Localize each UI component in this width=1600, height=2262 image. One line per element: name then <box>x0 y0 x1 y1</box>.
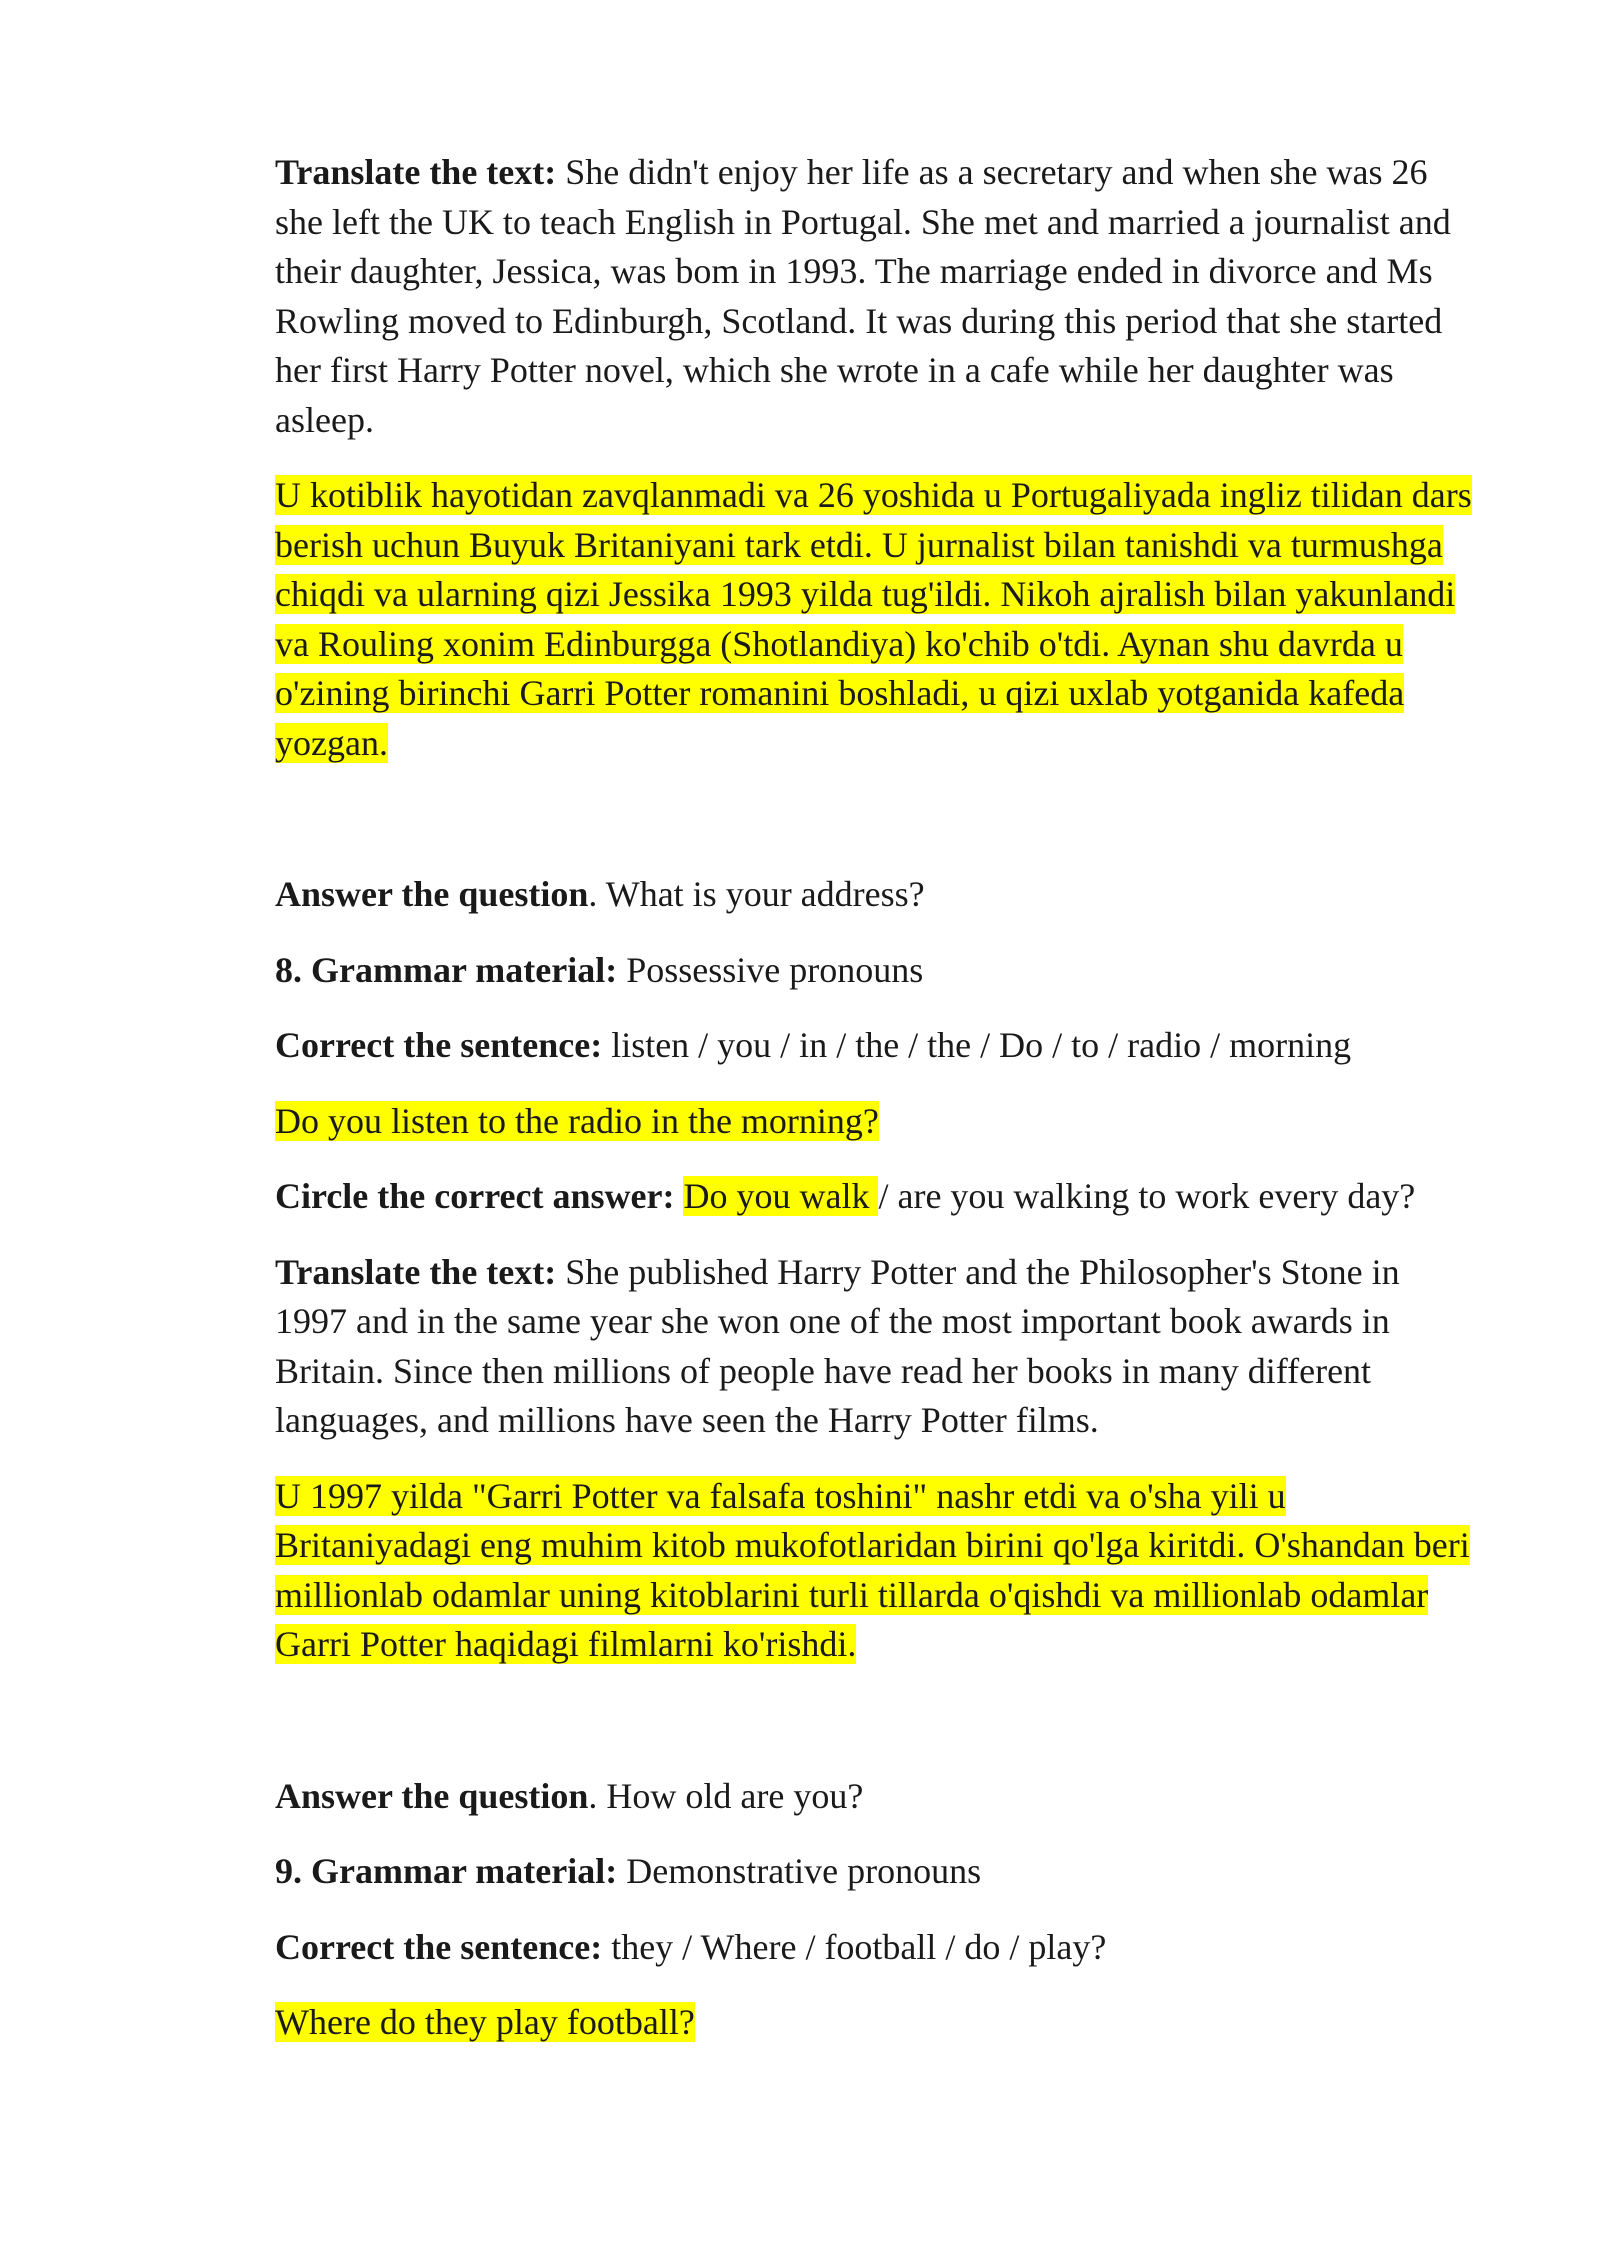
translate-label: Translate the text: <box>275 152 557 192</box>
question-paragraph-2 <box>275 1772 1475 1822</box>
circle-answer-paragraph <box>275 1172 1475 1222</box>
correct-sentence-label: Correct the sentence: <box>275 1025 603 1065</box>
highlighted-answer: Where do they play football? <box>275 2002 695 2042</box>
highlighted-translation: U kotiblik hayotidan zavqlanmadi va 26 yoshida u Portugaliyada ingliz tilidan dars berish uchun Buyuk Britaniyani tark etdi. U jurnalist bilan tanishdi va turmushga chiqdi va ularning qizi Jessika 1993 yilda tug'ildi. Nikoh ajralish bilan yakunlandi va Rouling xonim Edinburgga (Shotlandiya) ko'chib o'tdi. Aynan shu davrda u o'zining birinchi Garri Potter romanini boshladi, u qizi uxlab yotganida kafeda yozgan. <box>275 475 1472 763</box>
grammar-paragraph-9 <box>275 1847 1475 1897</box>
translate-paragraph-2 <box>275 1248 1475 1446</box>
scrambled-words: they / Where / football / do / play? <box>602 1926 1107 1967</box>
question-text: . How old are you? <box>588 1775 864 1816</box>
translate-source-text: She published Harry Potter and the Philosopher's Stone in 1997 and in the same year she won one of the most important book awards in Britain. Since then millions of people have read her books in many different languages, and millions have seen the Harry Potter films. <box>275 1251 1400 1440</box>
translate-paragraph-1 <box>275 148 1475 445</box>
correct-sentence-paragraph-9 <box>275 1923 1475 1973</box>
translation-answer-1 <box>275 471 1475 768</box>
translate-source-text: She didn't enjoy her life as a secretary and when she was 26 she left the UK to teach English in Portugal. She met and married a journalist and their daughter, Jessica, was bom in 1993. The marriage ended in divorce and Ms Rowling moved to Edinburgh, Scotland. It was during this period that she started her first Harry Potter novel, which she wrote in a cafe while her daughter was asleep. <box>275 152 1451 440</box>
correct-sentence-answer-8 <box>275 1097 1475 1147</box>
scrambled-words: listen / you / in / the / the / Do / to / radio / morning <box>602 1025 1352 1065</box>
highlighted-choice: Do you walk <box>683 1176 879 1216</box>
highlighted-answer: Do you listen to the radio in the morning? <box>275 1100 879 1141</box>
correct-sentence-answer-9 <box>275 1998 1475 2048</box>
correct-sentence-label: Correct the sentence: <box>275 1926 603 1967</box>
question-text: . What is your address? <box>588 874 925 914</box>
circle-answer-label: Circle the correct answer: <box>275 1176 675 1216</box>
grammar-label: 9. Grammar material: <box>275 1851 618 1891</box>
question-label: Answer the question <box>275 1775 589 1816</box>
translation-answer-2 <box>275 1472 1475 1670</box>
document-page <box>275 148 1475 2048</box>
circle-answer-rest: / are you walking to work every day? <box>878 1176 1416 1216</box>
question-label: Answer the question <box>275 874 589 914</box>
translate-label: Translate the text: <box>275 1251 557 1292</box>
highlighted-translation: U 1997 yilda "Garri Potter va falsafa toshini" nashr etdi va o'sha yili u Britaniyadagi eng muhim kitob mukofotlaridan birini qo'lga kiritdi. O'shandan beri millionlab odamlar uning kitoblarini turli tillarda o'qishdi va millionlab odamlar Garri Potter haqidagi filmlarni ko'rishdi. <box>275 1475 1470 1664</box>
grammar-topic: Demonstrative pronouns <box>617 1851 982 1891</box>
grammar-label: 8. Grammar material: <box>275 949 618 990</box>
grammar-paragraph-8 <box>275 946 1475 996</box>
grammar-topic: Possessive pronouns <box>617 949 924 990</box>
correct-sentence-paragraph-8 <box>275 1021 1475 1071</box>
question-paragraph-1 <box>275 870 1475 920</box>
